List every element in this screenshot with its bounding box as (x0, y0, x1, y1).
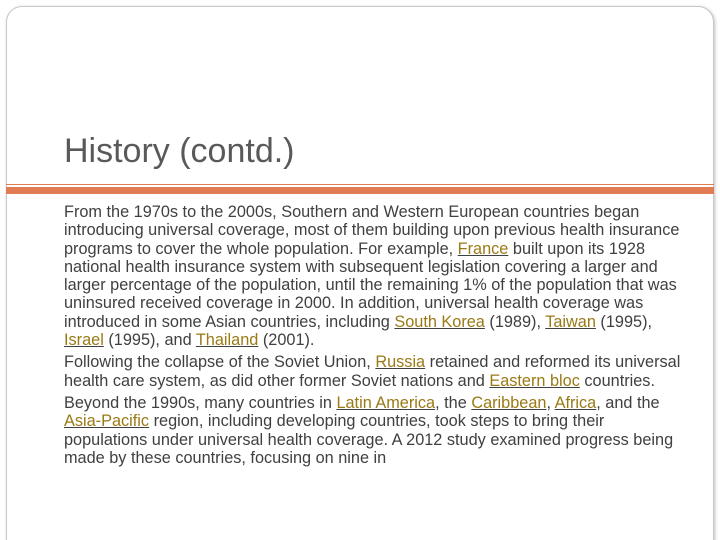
link-france[interactable]: France (457, 239, 509, 258)
link-africa[interactable]: Africa (554, 393, 597, 412)
link-russia[interactable]: Russia (375, 353, 426, 372)
link-taiwan[interactable]: Taiwan (545, 312, 596, 331)
body-text-run: (1995), and (103, 331, 196, 350)
link-thailand[interactable]: Thailand (195, 331, 259, 350)
title-divider-thin (6, 184, 714, 185)
body-text-run: retained and reformed its universal health care system, as did other former Soviet nations and (64, 353, 681, 390)
body-paragraph (64, 203, 692, 349)
body-paragraph (64, 394, 692, 467)
link-asia-pacific[interactable]: Asia-Pacific (64, 412, 150, 431)
body-text-run: From the 1970s to the 2000s, Southern and Western European countries began introducing universal coverage, most of them building upon previous health insurance programs to cover the whole population. For example, (64, 203, 680, 258)
title-divider-thick (6, 187, 714, 194)
link-south-korea[interactable]: South Korea (394, 312, 485, 331)
link-eastern-bloc[interactable]: Eastern bloc (489, 371, 580, 390)
body-text-run: , (546, 393, 555, 412)
body-text-run: (1995), (595, 312, 653, 331)
body-text-run: , the (435, 393, 472, 412)
body-paragraph (64, 353, 692, 390)
slide-title: History (contd.) (64, 132, 295, 170)
link-israel[interactable]: Israel (64, 331, 104, 350)
body-text-run: , and the (596, 393, 660, 412)
body-text-run: built upon its 1928 national health insurance system with subsequent legislation covering a larger and larger percentage of the population, until the remaining 1% of the population that was uninsured received coverage in 2000. In addition, universal health coverage was introduced in some Asian countries, including (64, 239, 677, 331)
link-caribbean[interactable]: Caribbean (471, 393, 547, 412)
body-text-run: Following the collapse of the Soviet Union, (64, 353, 376, 372)
body-text-run: region, including developing countries, took steps to bring their populations under universal health coverage. A 2012 study examined progress being made by these countries, focusing on nine in (64, 412, 674, 467)
body-text-run: countries. (579, 371, 655, 390)
body-text-run: (2001). (258, 331, 315, 350)
link-latin-america[interactable]: Latin America (336, 393, 436, 412)
body-text-run: Beyond the 1990s, many countries in (64, 393, 337, 412)
slide-body (64, 203, 692, 540)
body-text-run: (1989), (484, 312, 546, 331)
